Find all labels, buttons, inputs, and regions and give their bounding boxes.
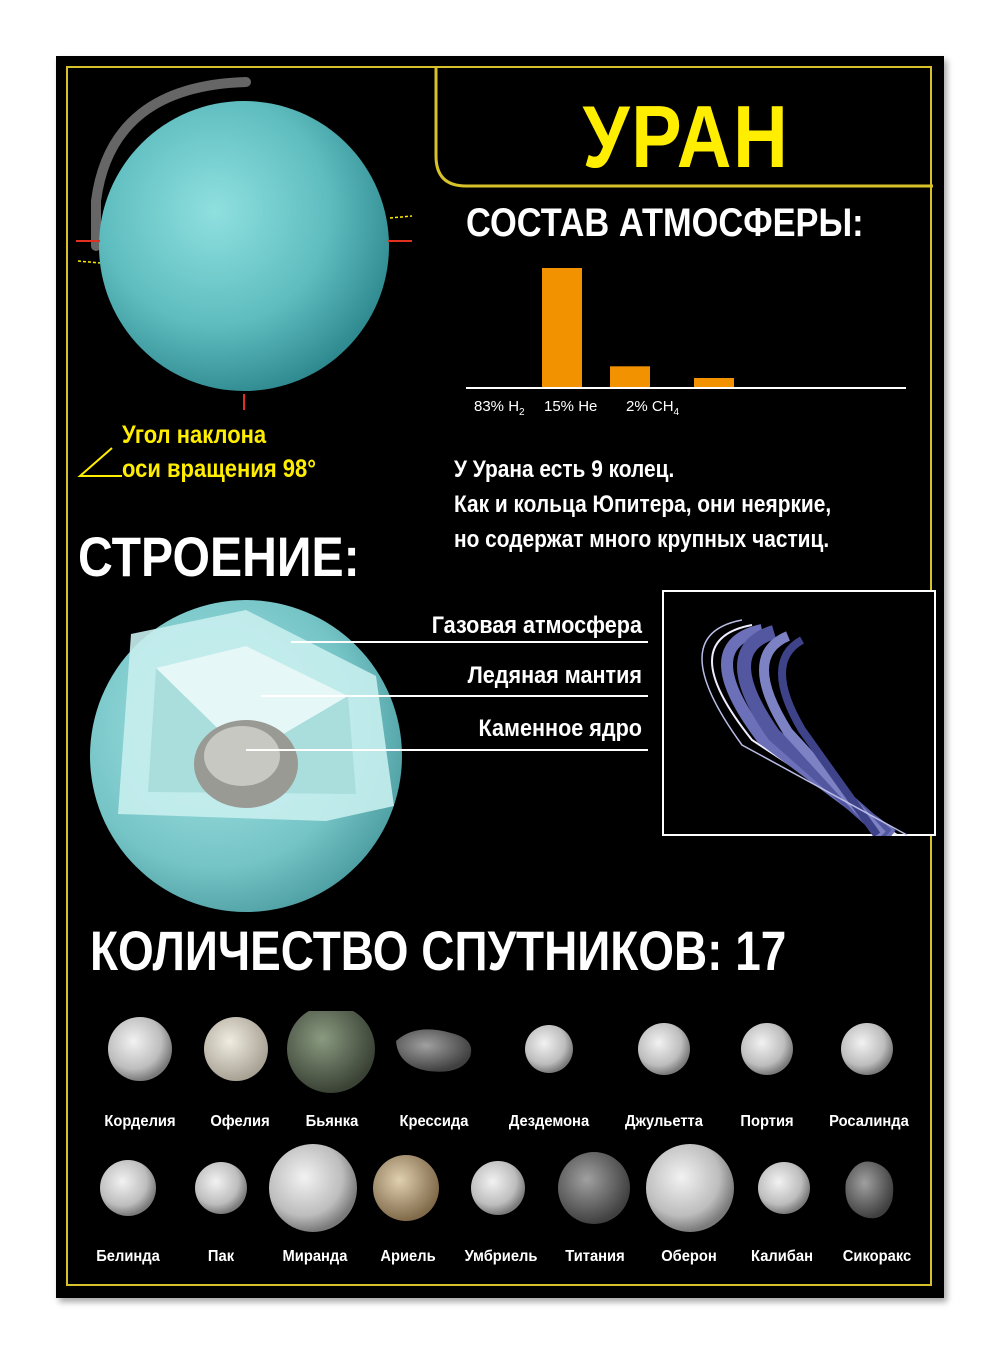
rings-text: У Урана есть 9 колец. Как и кольца Юпитера, они неяркие, но содержат много крупных частиц. <box>454 456 832 553</box>
moon-puck <box>195 1162 247 1214</box>
moon-label: Офелия <box>210 1113 270 1130</box>
moon-caliban <box>758 1162 810 1214</box>
moons-heading: КОЛИЧЕСТВО СПУТНИКОВ: 17 <box>90 919 787 982</box>
moon-belinda <box>100 1160 156 1216</box>
moon-miranda <box>269 1144 357 1232</box>
angle-icon <box>76 444 126 484</box>
moon-sycorax <box>845 1161 893 1218</box>
moon-rosalind <box>841 1023 893 1075</box>
atmosphere-bar <box>542 268 582 388</box>
moon-label: Корделия <box>104 1113 176 1130</box>
bar-label-h2: 83% $H_2$ <box>474 398 525 418</box>
moon-label: Умбриель <box>464 1248 538 1265</box>
moon-label: Ариель <box>380 1248 436 1265</box>
moon-label: Пак <box>207 1248 235 1265</box>
uranus-planet <box>56 56 416 436</box>
structure-diagram <box>56 596 656 916</box>
atmosphere-chart <box>456 246 956 426</box>
moon-label: Титания <box>565 1248 625 1265</box>
moon-label: Миранда <box>282 1248 348 1265</box>
moon-label: Крессида <box>399 1113 469 1130</box>
moon-ariel <box>373 1155 439 1221</box>
moon-cordelia <box>108 1017 172 1081</box>
bar-label-ch4: 2% $CH_4$ <box>626 398 680 418</box>
moon-label: Портия <box>740 1113 794 1130</box>
layer-label-core: Каменное ядро <box>478 715 642 742</box>
moon-label: Бьянка <box>305 1113 359 1130</box>
moons-images <box>56 1011 944 1271</box>
moon-umbriel <box>471 1161 525 1215</box>
layer-label-atmosphere: Газовая атмосфера <box>431 612 642 639</box>
atmosphere-heading: СОСТАВ АТМОСФЕРЫ: <box>466 201 864 245</box>
atmosphere-bar <box>610 366 650 388</box>
moon-label: Сикоракс <box>842 1248 912 1265</box>
tilt-label: Угол наклона оси вращения 98° <box>122 421 317 483</box>
moon-desdemona <box>525 1025 573 1073</box>
layer-label-mantle: Ледяная мантия <box>467 662 642 689</box>
moon-label: Дездемона <box>508 1113 590 1130</box>
moon-bianca <box>287 1011 375 1093</box>
moon-juliet <box>638 1023 690 1075</box>
bar-label-he: 15% He <box>544 398 598 415</box>
moon-label: Оберон <box>661 1248 717 1265</box>
structure-heading: СТРОЕНИЕ: <box>78 525 360 588</box>
moon-label: Джульетта <box>625 1113 703 1130</box>
atmosphere-bar <box>694 378 734 388</box>
moon-cressida <box>396 1029 471 1071</box>
poster <box>56 56 944 1298</box>
moon-label: Росалинда <box>829 1113 909 1130</box>
moon-portia <box>741 1023 793 1075</box>
moon-label: Белинда <box>96 1248 160 1265</box>
moon-titania <box>558 1152 630 1224</box>
moon-label: Калибан <box>751 1248 813 1265</box>
moon-oberon <box>646 1144 734 1232</box>
rings-image <box>662 590 936 836</box>
page-title: УРАН <box>582 87 790 186</box>
moon-ophelia <box>204 1017 268 1081</box>
